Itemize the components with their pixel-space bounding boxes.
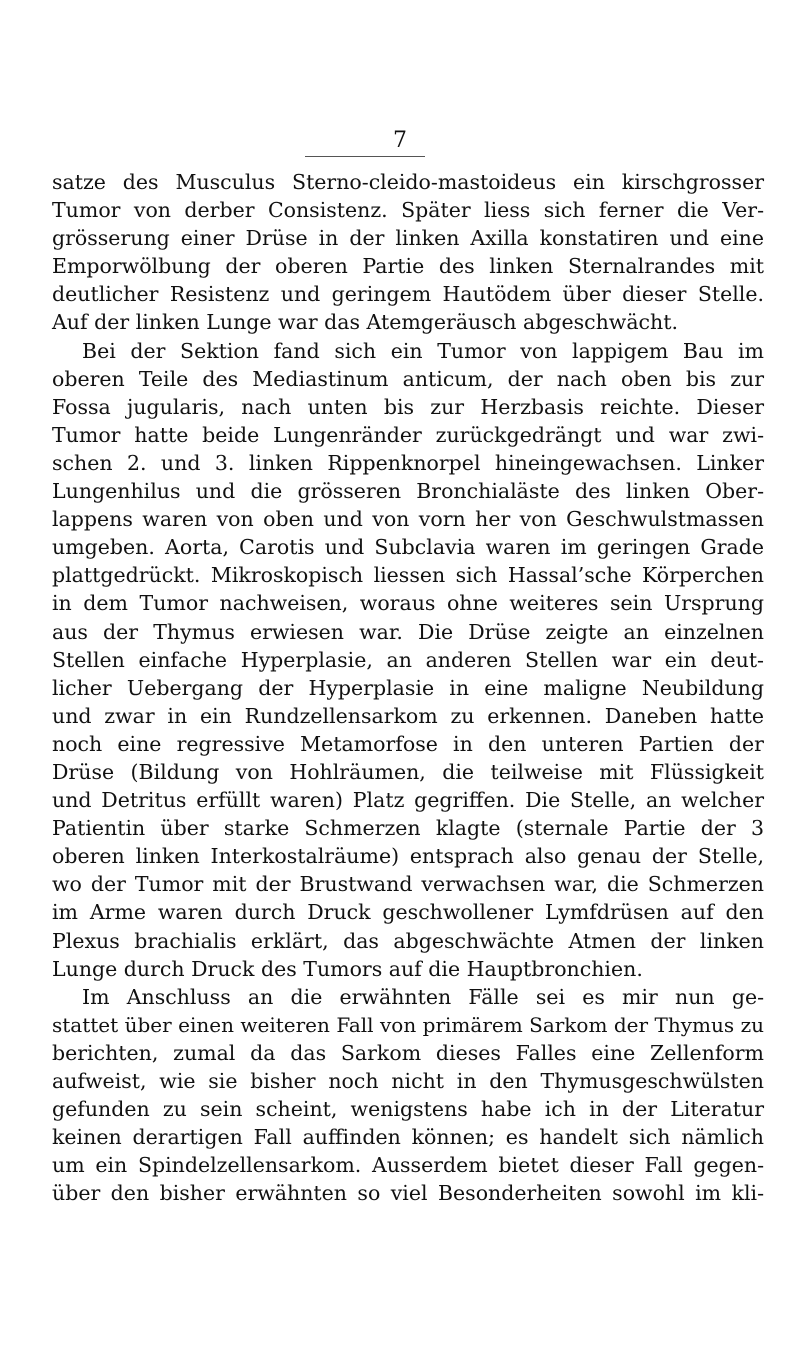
text-line: und Detritus erfüllt waren) Platz gegriffen. Die Stelle, an welcher — [52, 788, 764, 813]
text-line: oberen linken Interkostalräume) entsprach also genau der Stelle, — [52, 844, 764, 869]
text-line: Lungenhilus und die grösseren Bronchialäste des linken Ober- — [52, 479, 764, 504]
text-line: wo der Tumor mit der Brustwand verwachsen war, die Schmerzen — [52, 872, 764, 897]
text-line: Lunge durch Druck des Tumors auf die Hauptbronchien. — [52, 956, 643, 981]
text-line: über den bisher erwähnten so viel Besonderheiten sowohl im kli- — [52, 1181, 764, 1206]
text-line: Fossa jugularis, nach unten bis zur Herzbasis reichte. Dieser — [52, 394, 764, 419]
text-line: Drüse (Bildung von Hohlräumen, die teilweise mit Flüssigkeit — [52, 759, 764, 784]
text-line: aus der Thymus erwiesen war. Die Drüse zeigte an einzelnen — [52, 619, 764, 644]
text-line: um ein Spindelzellensarkom. Ausserdem bietet dieser Fall gegen- — [52, 1153, 764, 1178]
text-line: keinen derartigen Fall auffinden können; es handelt sich nämlich — [52, 1125, 764, 1150]
text-line: gefunden zu sein scheint, wenigstens habe ich in der Literatur — [52, 1097, 764, 1122]
text-line: noch eine regressive Metamorfose in den unteren Partien der — [52, 731, 764, 756]
text-line: berichten, zumal da das Sarkom dieses Falles eine Zellenform — [52, 1040, 764, 1065]
text-line: grösserung einer Drüse in der linken Axilla konstatiren und eine — [52, 226, 764, 251]
text-line: Patientin über starke Schmerzen klagte (sternale Partie der 3 — [52, 816, 764, 841]
text-line: in dem Tumor nachweisen, woraus ohne weiteres sein Ursprung — [52, 591, 764, 616]
text-line: oberen Teile des Mediastinum anticum, der nach oben bis zur — [52, 366, 764, 391]
header-rule — [305, 156, 425, 157]
text-line: Bei der Sektion fand sich ein Tumor von lappigem Bau im — [82, 338, 764, 363]
text-line: umgeben. Aorta, Carotis und Subclavia waren im geringen Grade — [52, 535, 764, 560]
text-line: aufweist, wie sie bisher noch nicht in den Thymusgeschwülsten — [52, 1069, 764, 1093]
body-text — [52, 168, 764, 1207]
page-number: 7 — [393, 128, 407, 153]
text-line: Im Anschluss an die erwähnten Fälle sei es mir nun ge- — [82, 984, 764, 1009]
text-line: Emporwölbung der oberen Partie des linken Sternalrandes mit — [52, 254, 764, 279]
text-line: deutlicher Resistenz und geringem Hautödem über dieser Stelle. — [52, 282, 764, 307]
text-line: im Arme waren durch Druck geschwollener Lymfdrüsen auf den — [52, 900, 764, 925]
text-line: Stellen einfache Hyperplasie, an anderen Stellen war ein deut- — [52, 647, 764, 672]
text-line: Auf der linken Lunge war das Atemgeräusch abgeschwächt. — [52, 310, 678, 335]
text-line: stattet über einen weiteren Fall von primärem Sarkom der Thymus zu — [52, 1012, 764, 1037]
text-line: lappens waren von oben und von vorn her von Geschwulstmassen — [52, 507, 764, 532]
text-line: plattgedrückt. Mikroskopisch liessen sich Hassal’sche Körperchen — [52, 563, 764, 588]
text-line: schen 2. und 3. linken Rippenknorpel hineingewachsen. Linker — [52, 450, 764, 475]
text-line: Tumor von derber Consistenz. Später liess sich ferner die Ver- — [52, 198, 764, 223]
text-line: Plexus brachialis erklärt, das abgeschwächte Atmen der linken — [52, 928, 764, 953]
text-line: Tumor hatte beide Lungenränder zurückgedrängt und war zwi- — [52, 422, 764, 447]
text-line: und zwar in ein Rundzellensarkom zu erkennen. Daneben hatte — [52, 703, 764, 728]
text-line: licher Uebergang der Hyperplasie in eine maligne Neubildung — [52, 675, 764, 700]
text-line: satze des Musculus Sterno-cleido-mastoideus ein kirschgrosser — [52, 170, 764, 194]
